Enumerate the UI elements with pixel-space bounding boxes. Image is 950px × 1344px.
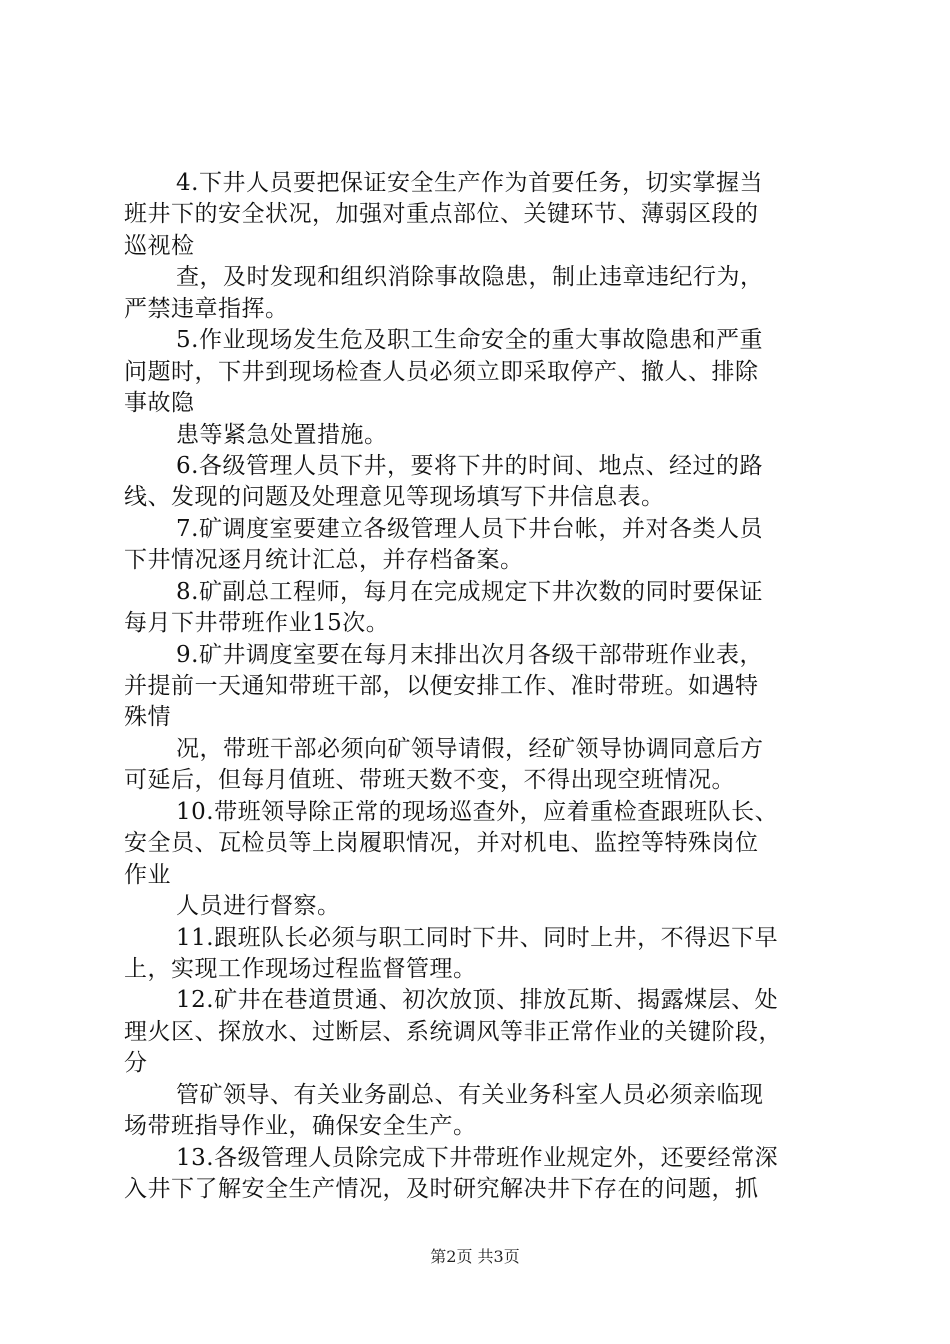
- paragraph-12-line: 分: [124, 1050, 148, 1077]
- paragraph-5-line: 患等紧急处置措施。: [176, 421, 388, 448]
- document-body: [124, 168, 834, 1205]
- paragraph-7-line: 下井情况逐月统计汇总，并存档备案。: [124, 547, 524, 574]
- paragraph-4-line: 班井下的安全状况，加强对重点部位、关键环节、薄弱区段的: [124, 201, 759, 228]
- paragraph-5-line: 5.作业现场发生危及职工生命安全的重大事故隐患和严重: [176, 327, 763, 354]
- paragraph-11-line: 上，实现工作现场过程监督管理。: [124, 955, 477, 982]
- paragraph-12-line: 12.矿井在巷道贯通、初次放顶、排放瓦斯、揭露煤层、处: [176, 987, 779, 1014]
- paragraph-6-line: 线、发现的问题及处理意见等现场填写下井信息表。: [124, 484, 665, 511]
- paragraph-12-line: 场带班指导作业，确保安全生产。: [124, 1113, 477, 1140]
- paragraph-4-line: 严禁违章指挥。: [124, 295, 289, 322]
- paragraph-10-line: 作业: [124, 861, 171, 888]
- paragraph-4-line: 4.下井人员要把保证安全生产作为首要任务，切实掌握当: [176, 170, 763, 196]
- paragraph-6-line: 6.各级管理人员下井，要将下井的时间、地点、经过的路: [176, 452, 763, 479]
- paragraph-10-line: 人员进行督察。: [176, 893, 341, 920]
- paragraph-10-line: 10.带班领导除正常的现场巡查外，应着重检查跟班队长、: [176, 798, 779, 825]
- paragraph-12-line: 管矿领导、有关业务副总、有关业务科室人员必须亲临现: [176, 1081, 764, 1108]
- paragraph-8-line: 8.矿副总工程师，每月在完成规定下井次数的同时要保证: [176, 578, 763, 605]
- paragraph-13-line: 13.各级管理人员除完成下井带班作业规定外，还要经常深: [176, 1144, 779, 1171]
- paragraph-13-line: 入井下了解安全生产情况，及时研究解决井下存在的问题，抓: [124, 1176, 759, 1202]
- paragraph-5-line: 问题时，下井到现场检查人员必须立即采取停产、撤人、排除: [124, 358, 759, 385]
- paragraph-7-line: 7.矿调度室要建立各级管理人员下井台帐，并对各类人员: [176, 515, 763, 542]
- page-footer: 第2页 共3页: [430, 1247, 520, 1266]
- paragraph-9-line: 可延后，但每月值班、带班天数不变，不得出现空班情况。: [124, 767, 735, 794]
- paragraph-9-line: 并提前一天通知带班干部，以便安排工作、准时带班。如遇特: [124, 673, 759, 699]
- paragraph-9-line: 况，带班干部必须向矿领导请假，经矿领导协调同意后方: [176, 735, 764, 762]
- paragraph-9-line: 殊情: [124, 704, 171, 731]
- paragraph-5-line: 事故隐: [124, 390, 195, 417]
- paragraph-8-line: 每月下井带班作业15次。: [124, 610, 390, 637]
- paragraph-12-line: 理火区、探放水、过断层、系统调风等非正常作业的关键阶段，: [124, 1018, 782, 1045]
- paragraph-11-line: 11.跟班队长必须与职工同时下井、同时上井，不得迟下早: [176, 924, 779, 951]
- paragraph-4-line: 查，及时发现和组织消除事故隐患，制止违章违纪行为，: [176, 264, 764, 291]
- paragraph-9-line: 9.矿井调度室要在每月末排出次月各级干部带班作业表，: [176, 641, 763, 668]
- paragraph-4-line: 巡视检: [124, 232, 195, 259]
- paragraph-10-line: 安全员、瓦检员等上岗履职情况，并对机电、监控等特殊岗位: [124, 830, 759, 857]
